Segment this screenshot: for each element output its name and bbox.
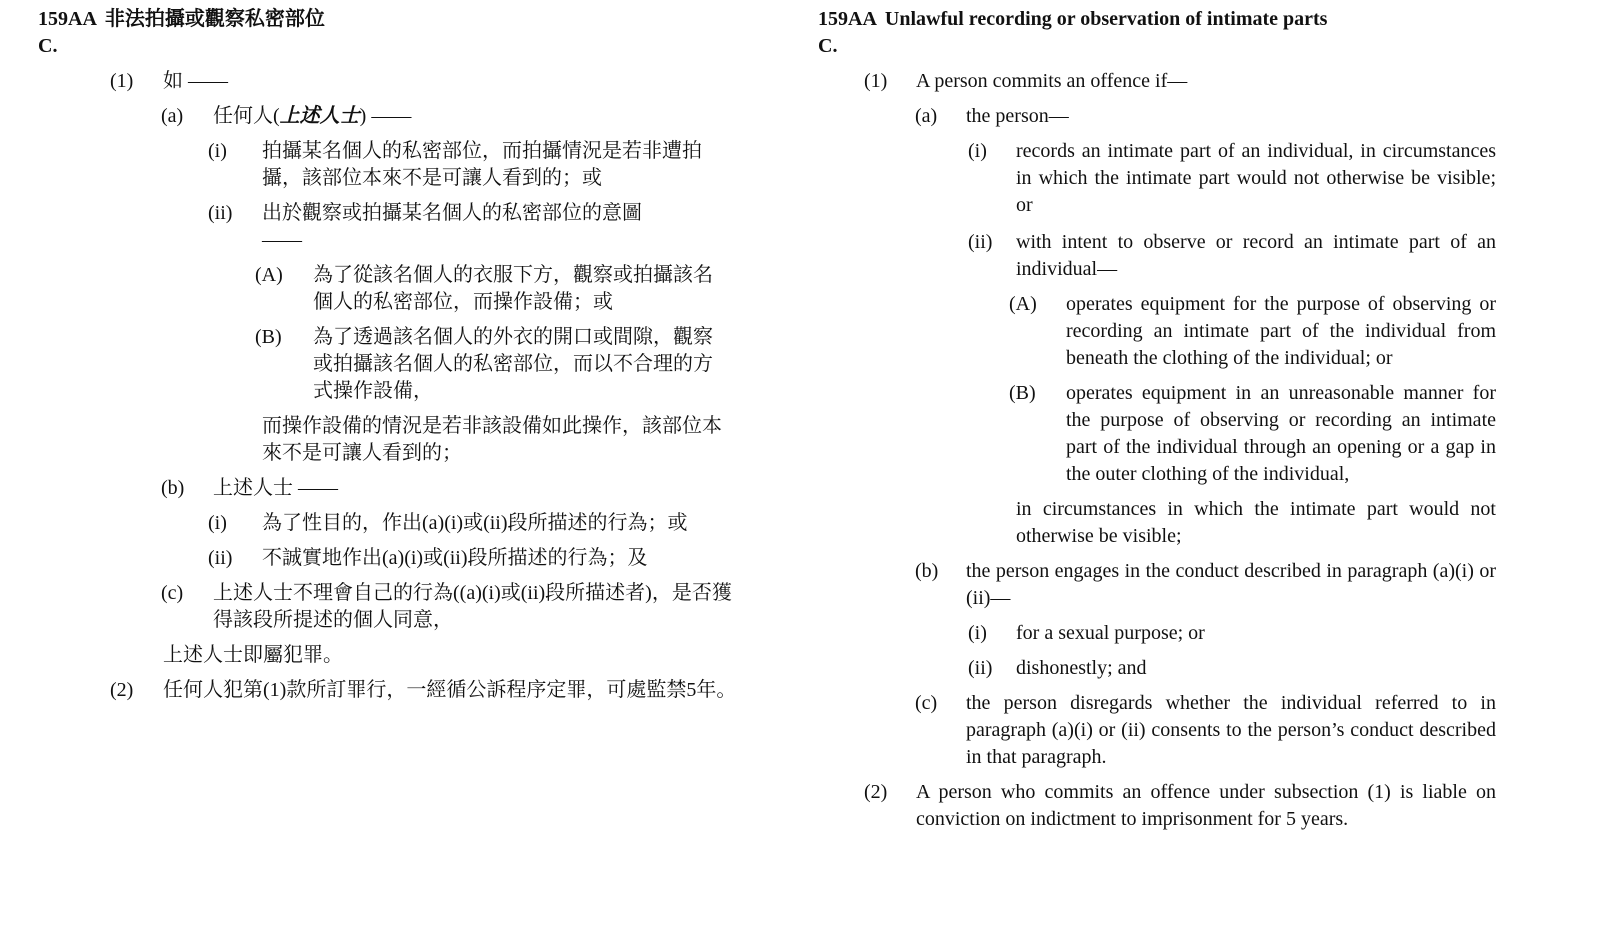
subparagraph-text: records an intimate part of an individual, in circumstances in which the intimate part would not otherwise be visible; or <box>1016 140 1496 216</box>
subsection-text: 任何人犯第(1)款所訂罪行，一經循公訴程序定罪，可處監禁5年。 <box>163 679 737 701</box>
subparagraph-b-ii <box>818 655 1553 682</box>
subparagraph-label: (ii) <box>968 231 993 253</box>
subparagraph-label: (i) <box>968 140 987 162</box>
clause-text: operates equipment in an unreasonable manner for the purpose of observing or recording an intimate part of the individual through an opening or a gap in the outer clothing of the individual, <box>1066 382 1496 485</box>
subparagraph-label: (i) <box>208 512 227 534</box>
clause-label: (A) <box>1009 293 1037 315</box>
clause-a-ii-A <box>38 262 758 316</box>
subparagraph-text: 為了性目的，作出(a)(i)或(ii)段所描述的行為；或 <box>262 512 688 534</box>
subparagraph-b-i <box>818 620 1553 647</box>
paragraph-c <box>38 580 758 634</box>
subparagraph-text: 拍攝某名個人的私密部位，而拍攝情況是若非遭拍攝，該部位本來不是可讓人看到的；或 <box>262 140 702 189</box>
paragraph-text: the person— <box>966 105 1069 127</box>
clause-a-ii-B <box>818 380 1553 488</box>
clause-label: (A) <box>255 264 283 286</box>
paragraph-text: the person engages in the conduct described in paragraph (a)(i) or (ii)— <box>966 560 1496 609</box>
paragraph-a <box>818 103 1553 130</box>
subsection-2 <box>38 677 758 704</box>
subsection-label: (1) <box>864 70 888 92</box>
clause-a-ii-A <box>818 291 1553 372</box>
subparagraph-label: (i) <box>208 140 227 162</box>
subparagraph-label: (ii) <box>208 202 233 224</box>
chinese-text-column <box>38 6 758 704</box>
subsection-label: (2) <box>864 781 888 803</box>
paragraph-text <box>213 103 733 130</box>
section-heading-zh <box>38 6 758 33</box>
paragraph-label: (a) <box>915 105 938 127</box>
section-heading-en <box>818 6 1553 33</box>
subparagraph-b-ii <box>38 545 758 572</box>
clause-label: (B) <box>1009 382 1036 404</box>
paragraph-text: 上述人士不理會自己的行為((a)(i)或(ii)段所描述者)，是否獲得該段所提述的個人同意， <box>213 582 732 631</box>
section-marker: C. <box>38 35 58 57</box>
section-marker: C. <box>818 35 838 57</box>
subsection-1 <box>38 68 758 95</box>
section-title: Unlawful recording or observation of intimate parts <box>884 8 1328 30</box>
subparagraph-a-ii <box>38 200 758 254</box>
paragraph-b <box>818 558 1553 612</box>
paragraph-label: (a) <box>161 105 184 127</box>
paragraph-text-end: ) —— <box>359 105 412 127</box>
clause-label: (B) <box>255 326 282 348</box>
subparagraph-text: 出於觀察或拍攝某名個人的私密部位的意圖 —— <box>262 202 642 251</box>
clause-text: 為了從該名個人的衣服下方，觀察或拍攝該名個人的私密部位，而操作設備；或 <box>313 264 713 313</box>
defined-term: 上述人士 <box>279 105 360 127</box>
paragraph-label: (c) <box>915 692 938 714</box>
clause-text: operates equipment for the purpose of observing or recording an intimate part of the individual from beneath the clothing of the individual; or <box>1066 293 1496 369</box>
continuation-text: 而操作設備的情況是若非該設備如此操作，該部位本來不是可讓人看到的； <box>262 415 722 464</box>
subparagraph-a-ii <box>818 229 1553 283</box>
subparagraph-text: dishonestly; and <box>1016 657 1147 679</box>
paragraph-label: (b) <box>915 560 939 582</box>
subparagraph-label: (i) <box>968 622 987 644</box>
subsection-text: 如 —— <box>163 70 228 92</box>
subparagraph-label: (ii) <box>968 657 993 679</box>
paragraph-text: 上述人士 —— <box>213 477 338 499</box>
section-number: 159AA <box>38 8 97 30</box>
subsection-1 <box>818 68 1553 95</box>
subparagraph-a-ii-tail <box>38 413 758 467</box>
paragraph-label: (b) <box>161 477 185 499</box>
subparagraph-b-i <box>38 510 758 537</box>
paragraph-a <box>38 103 758 130</box>
paragraph-text: the person disregards whether the individual referred to in paragraph (a)(i) or (ii) consents to the person’s conduct described in that paragraph. <box>966 692 1496 768</box>
subparagraph-a-ii-tail <box>818 496 1553 550</box>
subparagraph-text: for a sexual purpose; or <box>1016 622 1205 644</box>
paragraph-c <box>818 690 1553 771</box>
subsection-text: A person who commits an offence under subsection (1) is liable on conviction on indictment to imprisonment for 5 years. <box>916 781 1496 830</box>
subparagraph-a-i <box>38 138 758 192</box>
paragraph-text-start: 任何人( <box>213 105 280 127</box>
subparagraph-a-i <box>818 138 1553 219</box>
subsection-label: (2) <box>110 679 134 701</box>
continuation-text: 上述人士即屬犯罪。 <box>163 644 343 666</box>
subparagraph-text: with intent to observe or record an intimate part of an individual— <box>1016 231 1496 280</box>
subsection-1-tail <box>38 642 758 669</box>
paragraph-b <box>38 475 758 502</box>
continuation-text: in circumstances in which the intimate part would not otherwise be visible; <box>1016 498 1496 547</box>
subparagraph-label: (ii) <box>208 547 233 569</box>
english-text-column <box>818 6 1553 833</box>
clause-text: 為了透過該名個人的外衣的開口或間隙，觀察或拍攝該名個人的私密部位，而以不合理的方式操作設備， <box>313 326 713 402</box>
subsection-text: A person commits an offence if— <box>916 70 1188 92</box>
subsection-2 <box>818 779 1553 833</box>
subsection-label: (1) <box>110 70 134 92</box>
subparagraph-text: 不誠實地作出(a)(i)或(ii)段所描述的行為；及 <box>262 547 648 569</box>
paragraph-label: (c) <box>161 582 184 604</box>
section-number: 159AA <box>818 8 877 30</box>
clause-a-ii-B <box>38 324 758 405</box>
section-title: 非法拍攝或觀察私密部位 <box>104 8 325 30</box>
